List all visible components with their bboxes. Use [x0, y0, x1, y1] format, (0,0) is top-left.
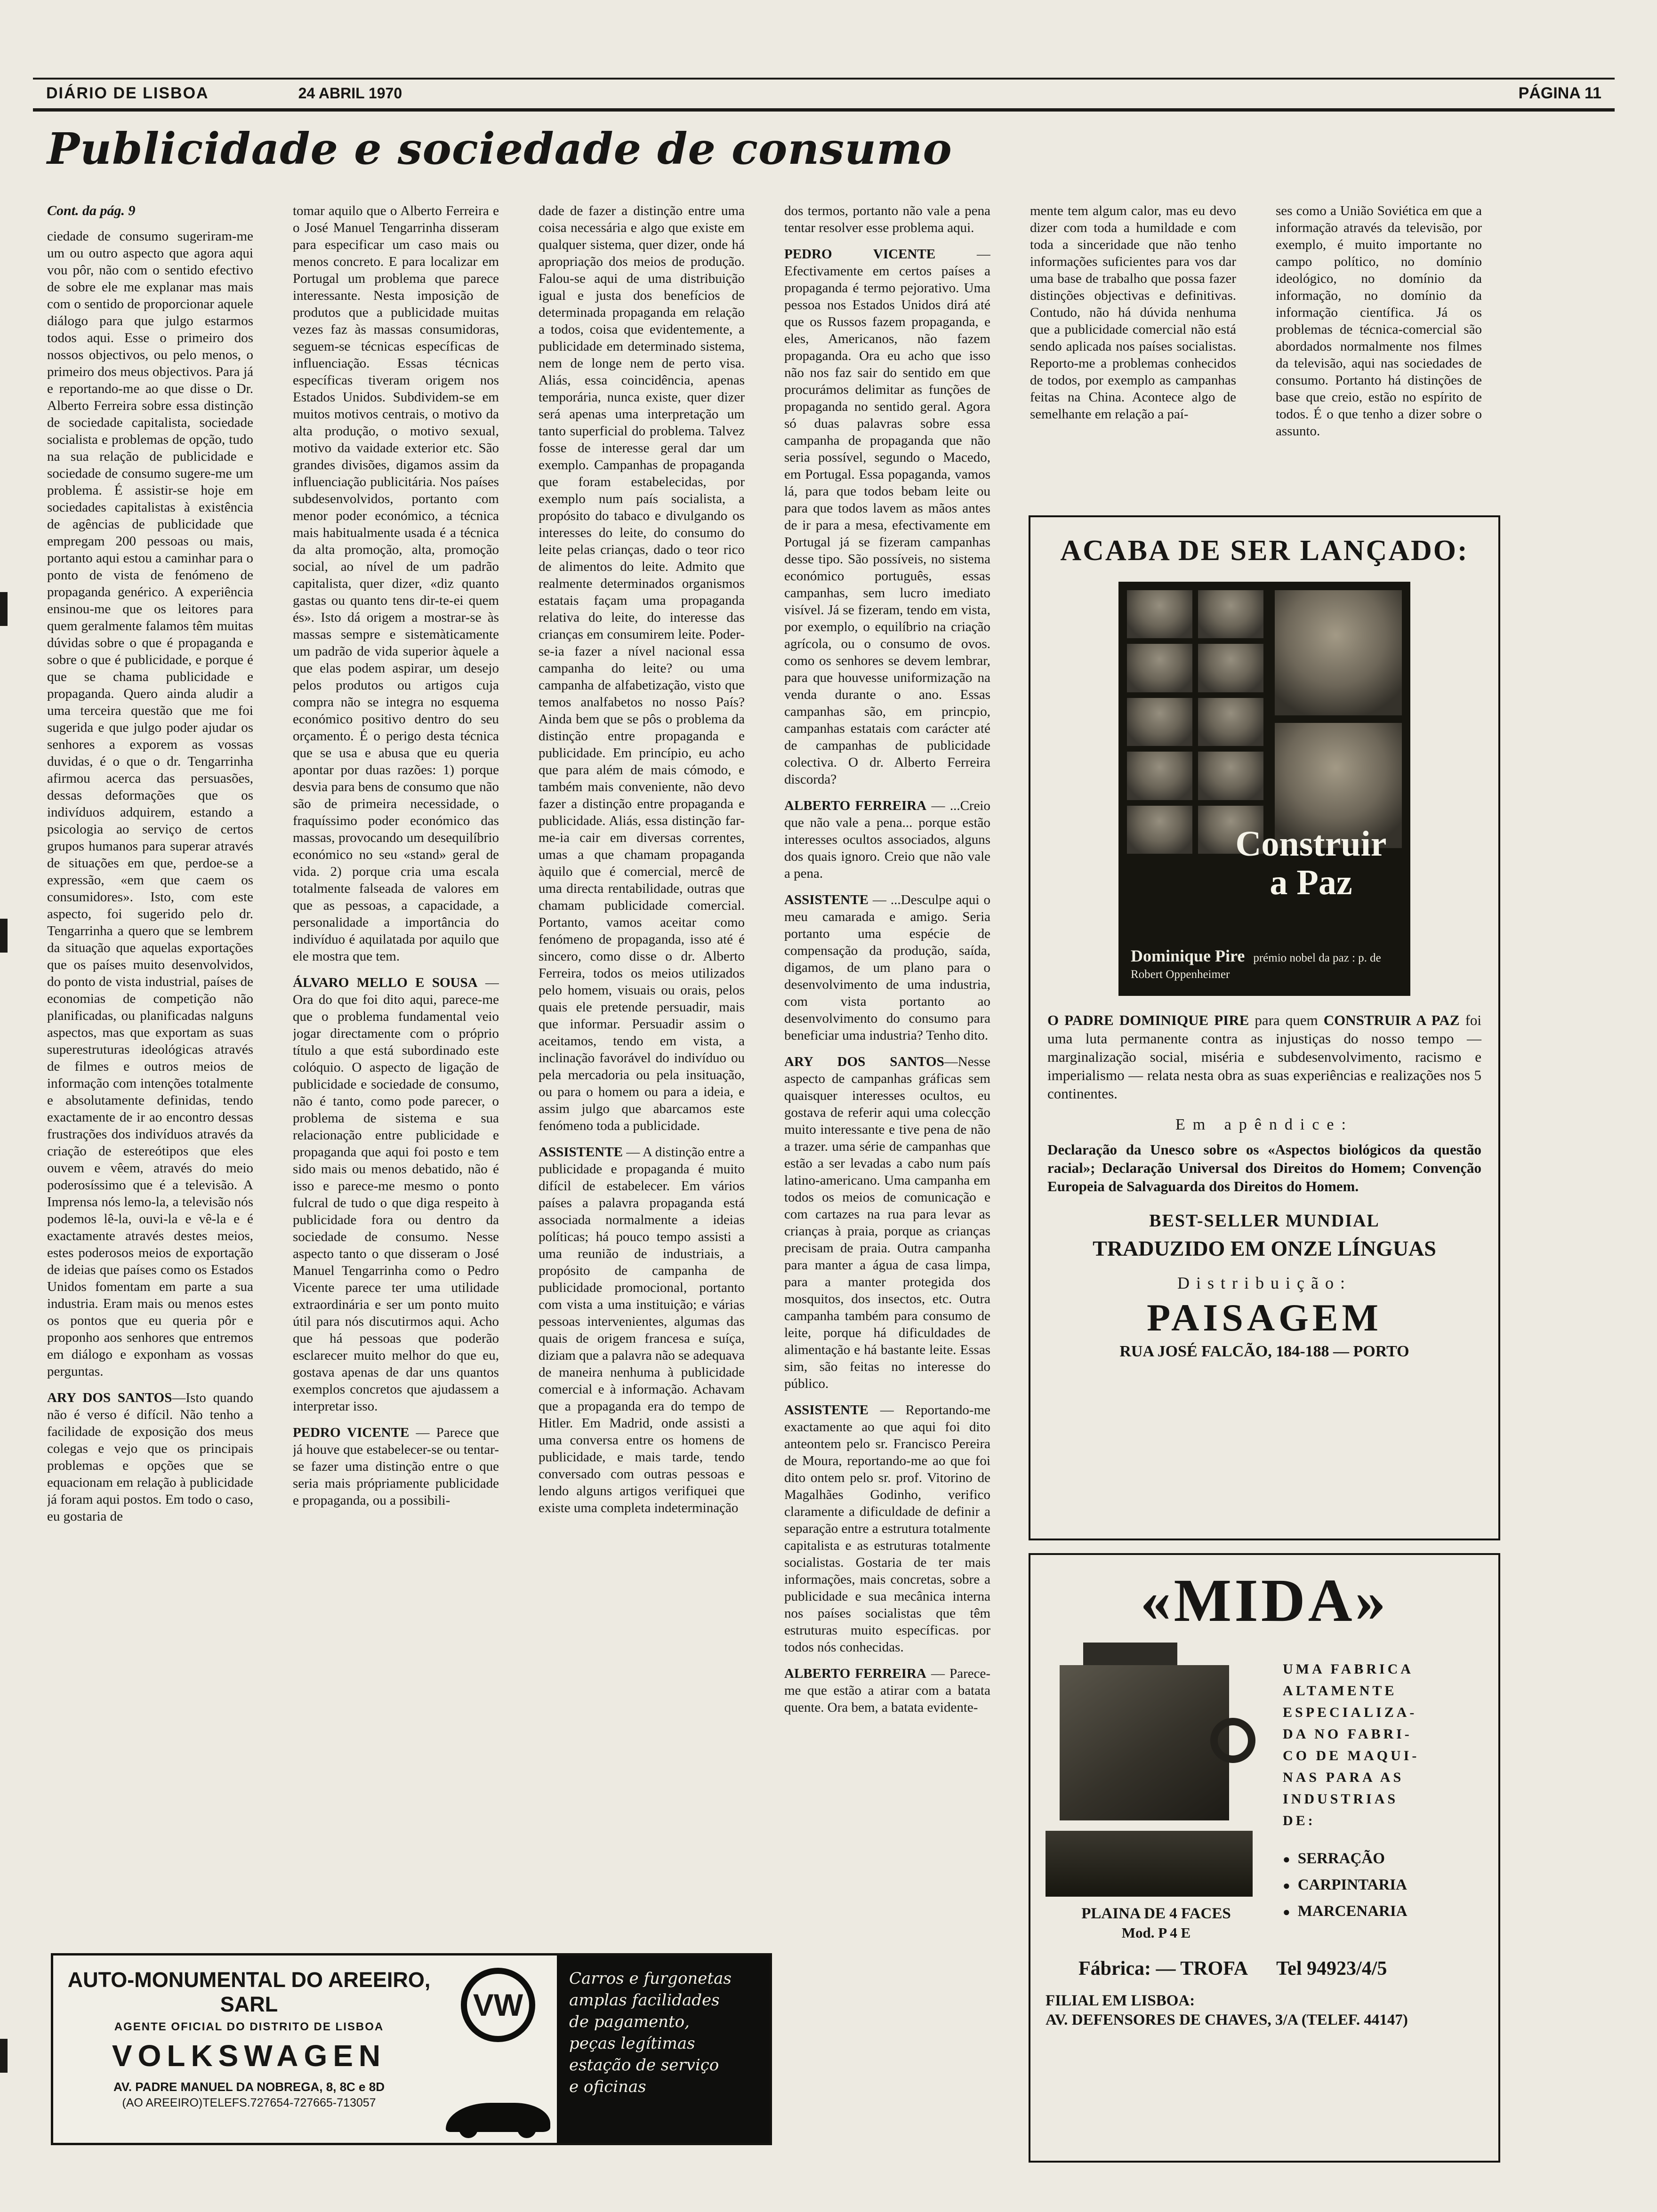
translated-line: TRADUZIDO EM ONZE LÍNGUAS: [1093, 1236, 1436, 1260]
speaker-name: ASSISTENTE: [784, 892, 869, 907]
speaker-name: ALBERTO FERREIRA: [784, 798, 927, 813]
bestseller-line: BEST-SELLER MUNDIAL: [1149, 1211, 1380, 1231]
continuation-note: Cont. da pág. 9: [47, 203, 136, 218]
dealer-address: AV. PADRE MANUEL DA NOBREGA, 8, 8C e 8D: [113, 2080, 385, 2094]
desc-line: INDUSTRIAS: [1283, 1791, 1399, 1807]
tagline-line: peças legítimas: [569, 2034, 695, 2053]
author-name: Dominique Pire: [1131, 946, 1245, 965]
tagline-line: estação de serviço: [569, 2056, 719, 2075]
industry-label: MARCENARIA: [1297, 1903, 1408, 1920]
product-model: Mod. P 4 E: [1121, 1924, 1191, 1941]
dealer-name: AUTO-MONUMENTAL DO AREEIRO, SARL: [67, 1968, 431, 2016]
desc-line: DE:: [1283, 1813, 1316, 1828]
dealer-agent-line: AGENTE OFICIAL DO DISTRITO DE LISBOA: [114, 2020, 384, 2033]
cover-title-line-2: a Paz: [1270, 863, 1352, 902]
bold-text: O PADRE DOMINIQUE PIRE: [1047, 1012, 1249, 1028]
article-paragraph: dos termos, portanto não vale a pena tentar resolver esse problema aqui.: [784, 203, 990, 235]
speaker-name: ASSISTENTE: [539, 1145, 623, 1160]
machine-handwheel: [1210, 1718, 1255, 1763]
desc-line: NAS PARA AS: [1283, 1770, 1404, 1785]
article-column-1: [47, 202, 253, 1925]
portrait-photo: [1127, 806, 1192, 854]
article-paragraph: ÁLVARO MELLO E SOUSA — Ora do que foi dito aqui, parece-me que o problema fundamental veio jogar directamente com o próprio título a que está subordinado este colóquio. O aspecto de ligação de publicidade e sociedade de consumo, não é tanto, como pode parecer, o problema de sistema e sua relacionação entre publicidade e propaganda que aqui foi posto e tem sido mais ou menos debatido, não é isso e parece-me mesmo o ponto fulcral de tudo o que diga respeito à publicidade fora ou dentro da sociedade de consumo. Nesse aspecto tanto o que disseram o José Manuel Tengarrinha como o Pedro Vicente parece ter uma utilidade extraordinária e ser um ponto muito útil para nós discutirmos aqui. Acho que há pessoas que poderão esclarecer muito melhor do que eu, gostava apenas de dar uns quantos exemplos concretos que ajudassem a interpretar isso.: [293, 975, 499, 1414]
article-paragraph: ARY DOS SANTOS—Isto quando não é verso é difícil. Não tenho a facilidade de exposição dos meus colegas e vejo que os principais problemas e opções que se equacionam em relação à publicidade já foram aqui postos. Em todo o caso, eu gostaria de: [47, 1390, 253, 1524]
tagline-line: Carros e furgonetas: [569, 1969, 732, 1988]
text-run: para quem: [1249, 1012, 1324, 1028]
advert-title: ACABA DE SER LANÇADO:: [1060, 535, 1469, 567]
branch-label: FILIAL EM LISBOA:: [1046, 1992, 1195, 2009]
factory-label: Fábrica: — TROFA: [1078, 1958, 1248, 1980]
speaker-name: ASSISTENTE: [784, 1403, 869, 1418]
car-wheel: [459, 2119, 478, 2138]
tagline-line: e oficinas: [569, 2077, 646, 2096]
distributor-address: RUA JOSÉ FALCÃO, 184-188 — PORTO: [1119, 1343, 1409, 1360]
book-cover-author: [1131, 948, 1398, 984]
article-paragraph: tomar aquilo que o Alberto Ferreira e o José Manuel Tengarrinha disseram para especificar um caso mais ou menos concreto. E para localizar em Portugal um problema que parece interessante. Nesta imposição de produtos que a publicidade muitas vezes faz às massas consumidoras, seguem-se técnicas específicas de influenciação. Essas técnicas específicas tiveram origem nos Estados Unidos. Subdividem-se em muitos motivos centrais, o motivo da alta produção, o motivo sexual, motivo da vaidade exterior etc. São grandes divisões, digamos assim da influenciação publicitária. Nos países subdesenvolvidos, portanto com menor poder económico, a técnica mais habitualmente usada é a técnica da alta promoção, alta, promoção social, ao nível de um padrão capitalista, quer dizer, «diz quanto gastas ou quanto tens dir-te-ei quem és». Isto dá origem a mostrar-se às massas sempre e sistemàticamente um padrão de vida superior àquele a que elas podem aspirar, um desejo pelos produtos ou artigos cuja compra não se integra no esquema económico positivo dentro do seu orçamento. É o perigo desta técnica que se usa e abusa que eu queria apontar por duas razões: 1) porque desvia para bens de consumo que não são de primeira necessidade, o fraquíssimo poder económico das massas, provocando um desequilíbrio económico no seu «stand» geral de vida. 2) porque cria uma escala totalmente falseada de valores em que as pessoas, a capacidade, a personalidade a importância do indivíduo é aquilatada por aquilo que ele mostra que tem.: [293, 203, 499, 964]
portrait-photo: [1198, 752, 1263, 800]
article-column-5: [1030, 202, 1236, 432]
desc-line: DA NO FABRI-: [1283, 1726, 1412, 1742]
desc-line: CO DE MAQUI-: [1283, 1748, 1420, 1763]
article-column-4: [784, 202, 990, 2179]
vw-logo-icon: [461, 1968, 535, 2042]
bullet-icon: ●: [1283, 1905, 1290, 1919]
speaker-name: ARY DOS SANTOS: [47, 1390, 172, 1405]
volkswagen-advert: [51, 1953, 772, 2145]
column-paragraphs: [47, 228, 253, 1525]
portrait-photo: [1127, 644, 1192, 692]
paper-name: DIÁRIO DE LISBOA: [46, 84, 209, 102]
column-paragraphs: [784, 202, 990, 1716]
speaker-name: ALBERTO FERREIRA: [784, 1666, 926, 1681]
portrait-photo: [1198, 644, 1263, 692]
page-number: PÁGINA 11: [1518, 84, 1601, 102]
factory-line: [1046, 1957, 1483, 1980]
mida-advert: [1029, 1553, 1500, 2163]
book-cover-image: [1118, 582, 1410, 996]
article-paragraph: ALBERTO FERREIRA — Parece-me que estão a atirar com a batata quente. Ora bem, a batata evidente-: [784, 1666, 990, 1715]
scan-artifact: [0, 592, 8, 626]
machine-illustration: [1046, 1643, 1253, 1897]
article-paragraph: PEDRO VICENTE — Efectivamente em certos países a propaganda é termo pejorativo. Uma pessoa nos Estados Unidos dirá até que os Russos fazem propaganda, e eles, Americanos, não fazem propaganda. Ora eu acho que isso não nos faz sair do sentido em que procurámos delimitar as funções de propaganda no sentido geral. Agora só duas palavras sobre essa campanha de propaganda que não seria possível, segundo o Macedo, em Portugal. Essa popaganda, vamos lá, para que todos bebam leite ou para que todos lavem as mãos antes de ir para a mesa, efectivamente em Portugal já se fizeram campanhas desse tipo. São possíveis, no sistema económico português, essas campanhas, sem lucro imediato visível. Já se fizeram, tendo em vista, por exemplo, o equilíbrio na criação agrícola, ou o consumo de ovos. como os senhores se devem lembrar, para que houvesse uniformização na venda durante o ano. Essas campanhas são, em princpio, campanhas estatais com carácter até de campanhas de publicidade colectiva. O dr. Alberto Ferreira discorda?: [784, 247, 990, 787]
column-paragraphs: [1030, 202, 1236, 423]
factory-phone: Tel 94923/4/5: [1276, 1958, 1387, 1980]
scan-artifact: [0, 919, 8, 953]
article-paragraph: ciedade de consumo sugeriram-me um ou outro aspecto que agora aqui vou pôr, não com o sentido efectivo de sobre ele me explanar mas mais com o sentido de proporcionar aquele diálogo para que julgo estarmos todos aqui. Esse o primeiro dos nossos objectivos, ou pelo menos, o primeiro dos meus objectivos. Para já e reportando-me ao que disse o Dr. Alberto Ferreira sobre essa distinção de sociedade capitalista, sociedade socialista e problemas de opção, tudo na sua relação de publicidade e sociedade de consumo sugere-me um problema. É assistir-se hoje em sociedades capitalistas à existência de agências de publicidade que empregam 200 pessoas ou mais, portanto aqui estou a caminhar para o ponto de vista de fenómeno de propaganda genérico. A experiência ensinou-me que os leitores para quem geralmente falamos têm muitas dúvidas sobre o que é propaganda e sobre o que é publicidade, e porque é que se chama publicidade e propaganda. Quero ainda aludir a uma terceira questão que me foi sugerida e que julgo poder ajudar os senhores a exporem as vossas duvidas, é o que o dr. Tengarrinha afirmou acerca das persuasões, dessas deformações que os indivíduos adquirem, estando a psicologia ao serviço de certos grupos humanos para superar através de situações em que, perdoe-se a expressão, «em que caem os consumidores». Isto, com este aspecto, foi sugerido pelo dr. Tengarrinha a quero que se lembrem da situação que aquelas exportações que os países muito desenvolvidos, do ponto de vista industrial, países de economias de competição não planificadas, ou planificadas nalguns aspectos, mas que exportam as suas superestruturas ideológicas através de filmes e outros meios de informação com intenções totalmente e absolutamente definidas, tendo exactamente de ir ao encontro dessas frustrações dos indivíduos através da criação de estereótipos que eles ouvem e vêem, através do meio poderosíssimo que é a televisão. A Imprensa nós lemo-la, a televisão nós podemos lê-la, ouvi-la e vê-la e é exactamente através destes meios, estes poderosos meios de exportação de ideias que países como os Estados Unidos fomentam em parte a sua industria. Eram mais ou menos estes os pontos que eu queria pôr e proponho aos senhores que entremos em diálogo e exponham as vossas perguntas.: [47, 229, 253, 1379]
machine-part: [1060, 1665, 1229, 1820]
portrait-photo: [1275, 590, 1402, 715]
column-paragraphs: [293, 202, 499, 1509]
industry-item: [1283, 1872, 1483, 1899]
speaker-name: PEDRO VICENTE: [293, 1425, 410, 1440]
speaker-name: ÁLVARO MELLO E SOUSA: [293, 975, 478, 990]
desc-line: ALTAMENTE: [1283, 1683, 1397, 1699]
branch-address: AV. DEFENSORES DE CHAVES, 3/A (TELEF. 44147): [1046, 2012, 1408, 2028]
portrait-photo: [1127, 590, 1192, 638]
dealer-phones: (AO AREEIRO)TELEFS.727654-727665-713057: [122, 2096, 376, 2109]
vw-tagline-panel: [557, 1956, 770, 2143]
machine-base: [1046, 1831, 1253, 1897]
distribution-label: Distribuição:: [1177, 1274, 1351, 1292]
article-paragraph: dade de fazer a distinção entre uma coisa necessária e algo que existe em qualquer sistema, quer dizer, onde há apropriação dos meios de produção. Falou-se aqui de uma distribuição igual e justa dos benefícios de determinada propaganda em relação a todos, coisa que evidentemente, a publicidade em determinado sistema, nem de longe nem de perto visa. Aliás, essa coincidência, apenas temporária, nunca existe, quer dizer será apenas uma interpretação um tanto superficial do problema. Talvez fosse de interesse geral dar um exemplo. Campanhas de propaganda que foram estabelecidas, por exemplo num país socialista, a propósito do tabaco e divulgando os interesses do leite, do consumo do leite pelas crianças, dado o teor rico de alimentos do leite. Admito que realmente determinados organismos estatais façam uma propaganda relativa do leite, do interesse das crianças em consumirem leite. Poder-se-ia fazer a nível nacional essa campanha do leite? ou uma campanha de alfabetização, visto que temos analfabetos no nosso País? Ainda bem que se pôs o problema da distinção entre propaganda e publicidade. Em princípio, eu acho que para além de mais cómodo, e também mais conveniente, não devo fazer a distinção entre propaganda e publicidade. Aliás, essa distinção far-me-ia cair em diversas correntes, umas a que chamam propaganda àquilo que é comercial, mercê de uma directa rentabilidade, outras que chamam publicidade comercial. Portanto, vamos aceitar como fenómeno de propaganda, isso até é sincero, como disse o dr. Alberto Ferreira, todos os meios utilizados pelo homem, visuais ou orais, pelos quais ele pretende persuadir, mais que informar. Persuadir assim o aceitamos, tendo em vista, a inclinação favorável do indivíduo ou pela mercadoria ou pela insituação, ou para o homem ou para a ideia, e assim julgo que abarcamos este fenómeno toda a publicidade.: [539, 203, 745, 1133]
portrait-photo: [1127, 698, 1192, 746]
bold-text: CONSTRUIR A PAZ: [1323, 1012, 1460, 1028]
bullet-icon: ●: [1283, 1879, 1290, 1892]
article-paragraph: ALBERTO FERREIRA — ...Creio que não vale a pena... porque estão interesses ocultos associados, alguns dos quais ignoro. Creio que não vale a pena.: [784, 798, 990, 881]
article-paragraph: ses como a União Soviética em que a informação através da televisão, por exemplo, é muito importante no campo político, no domínio ideológico, no domínio da informação, no domínio da informação científica. Já os problemas de técnica-comercial são abordados normalmente nos filmes da televisão, aqui nas sociedades de consumo. Portanto há distinções de base que creio, estão no espírito de todos. É o que tenho a dizer sobre o assunto.: [1276, 203, 1482, 439]
article-paragraph: ASSISTENTE — A distinção entre a publicidade e propaganda é muito difícil de estabelecer. Em vários países a palavra propaganda está associada normalmente a ideias políticas; há pouco tempo assisti a uma reunião de industriais, a propósito de campanha de publicidade promocional, portanto com vista a uma instituição; e várias pessoas intervenientes, algumas das quais de origem francesa e suíça, diziam que a palavra não se adequava de maneira nenhuma à publicidade comercial e à informação. Achavam que a propaganda era do tempo de Hitler. Em Madrid, onde assisti a uma conversa entre os homens de publicidade, e mais tarde, tendo conversado com outras pessoas e lendo alguns artigos verifiquei que existe uma completa indeterminação: [539, 1145, 745, 1515]
advert-body: [1047, 1011, 1481, 1103]
article-column-2: [293, 202, 499, 1925]
article-paragraph: ARY DOS SANTOS—Nesse aspecto de campanhas gráficas sem quaisquer interesses ocultos, eu gostava de referir aqui uma colecção muito interessante e tive pena de não a trazer. uma série de campanhas que estão a ser levadas a cabo num país latino-americano. Uma campanha em todos os meios de comunicação e com cartazes na rua para levar as crianças à praia, porque as crianças precisam de praia. Outra campanha para manter a água de casa limpa, para a manter protegida dos mosquitos, dos insectos, etc. Outra campanha também para consumo de leite, porque há dificuldades de alimentação e há bastante leite. Essas sim, são feitas no interesse do público.: [784, 1054, 990, 1391]
text-run: foi uma luta permanente contra as injustiças do nosso tempo — marginalização social, miséria e subdesenvolvimento, racismo e imperialismo — relata nesta obra as suas experiências e realizações nos 5 continentes.: [1047, 1012, 1482, 1102]
scan-artifact: [0, 2039, 8, 2073]
article-headline: Publicidade e sociedade de consumo: [47, 123, 952, 174]
distributor-name: PAISAGEM: [1147, 1296, 1382, 1339]
desc-line: UMA FABRICA: [1283, 1661, 1414, 1677]
column-paragraphs: [539, 202, 745, 1516]
industries-list: [1283, 1846, 1483, 1925]
portrait-photo: [1198, 590, 1263, 638]
industry-item: [1283, 1846, 1483, 1872]
mida-brand: «MIDA»: [1140, 1567, 1389, 1635]
appendix-body: Declaração da Unesco sobre os «Aspectos biológicos da questão racial»; Declaração Universal dos Direitos do Homem; Convenção Europeia de Salvaguarda dos Direitos do Homem.: [1047, 1141, 1481, 1194]
bullet-icon: ●: [1283, 1852, 1290, 1866]
column-paragraphs: [1276, 202, 1482, 440]
speaker-name: ARY DOS SANTOS: [784, 1054, 944, 1069]
beetle-car-illustration: [446, 2099, 550, 2138]
mida-description: [1283, 1643, 1483, 1941]
industry-item: [1283, 1899, 1483, 1925]
appendix-heading: Em apêndice:: [1175, 1116, 1353, 1133]
vw-dealer-panel: [53, 1956, 439, 2143]
car-wheel: [517, 2119, 536, 2138]
industry-label: CARPINTARIA: [1297, 1876, 1407, 1893]
article-paragraph: PEDRO VICENTE — Parece que já houve que estabelecer-se ou tentar-se fazer uma distinção entre o que seria mais própriamente publicidade e propaganda, ou a possibili-: [293, 1425, 499, 1508]
author-subtitle: prémio nobel da paz : p. de Robert Oppenheimer: [1131, 952, 1381, 981]
article-paragraph: mente tem algum calor, mas eu devo dizer com toda a humildade e com toda a sinceridade que não tenho informações suficientes para vos dar uma base de trabalho que possa fazer distinções objectivas e definitivas. Contudo, não há dúvida nenhuma que a publicidade comercial não está sendo aplicada nos países socialistas. Reporto-me a problemas conhecidos de todos, por exemplo as campanhas feitas na China. Acontece algo de semelhante em relação a paí-: [1030, 203, 1236, 422]
product-name: PLAINA DE 4 FACES: [1081, 1905, 1231, 1922]
book-cover-title: [1233, 825, 1389, 902]
desc-line: ESPECIALIZA-: [1283, 1705, 1417, 1720]
portrait-photo: [1198, 698, 1263, 746]
book-advert: [1029, 515, 1500, 1540]
portrait-photo-grid: [1127, 590, 1263, 854]
tagline-line: amplas facilidades: [569, 1991, 720, 2010]
article-column-6: [1276, 202, 1482, 449]
portrait-photo: [1127, 752, 1192, 800]
article-paragraph: ASSISTENTE — ...Desculpe aqui o meu camarada e amigo. Seria portanto uma espécie de compensação da produção, saída, digamos, de um plano para o desenvolvimento de uma industria, com vista portanto ao desenvolvimento do consumo para beneficiar uma industria? Tenho dito.: [784, 892, 990, 1043]
masthead: [33, 78, 1615, 112]
vw-logo-panel: [439, 1956, 557, 2143]
tagline-line: de pagamento,: [569, 2012, 690, 2031]
article-paragraph: ASSISTENTE — Reportando-me exactamente ao que aqui foi dito anteontem pelo sr. Francisco Pereira de Moura, reportando-me ao que foi dito ontem pelo sr. prof. Vitorino de Magalhães Godinho, verifico claramente a dificuldade de definir a separação entre a estrutura totalmente capitalista e as estruturas totalmente socialistas. Gostaria de ter mais informações, mais concretas, sobre a publicidade e sua mecânica interna nos países socialistas que têm estruturas muito específicas. por todos nós conhecidas.: [784, 1403, 990, 1655]
industry-label: SERRAÇÃO: [1297, 1850, 1385, 1867]
article-column-3: [539, 202, 745, 1925]
vw-logo-letters: VW: [473, 1988, 523, 2022]
brand-name: VOLKSWAGEN: [112, 2039, 386, 2073]
cover-title-line-1: Construir: [1235, 824, 1387, 864]
issue-date: 24 ABRIL 1970: [298, 85, 402, 102]
speaker-name: PEDRO VICENTE: [784, 247, 936, 262]
